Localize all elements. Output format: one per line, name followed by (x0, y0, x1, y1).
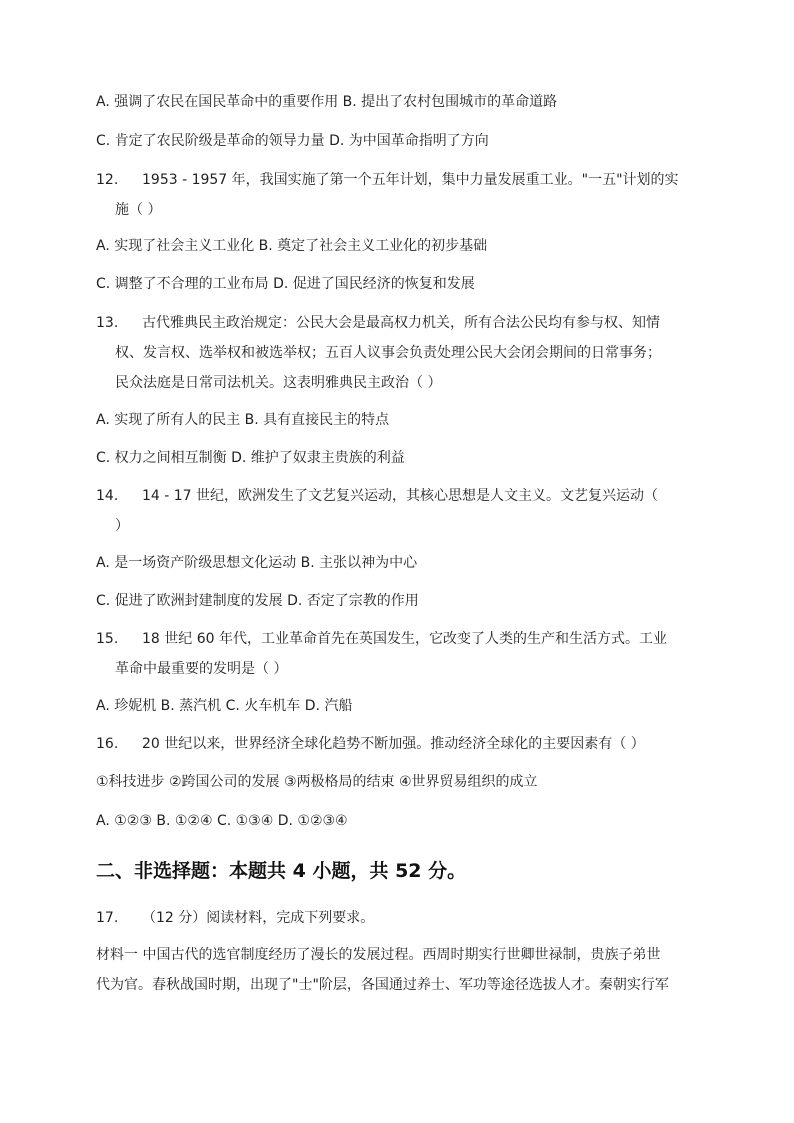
q16-stem-line1: 20 世纪以来，世界经济全球化趋势不断加强。推动经济全球化的主要因素有（ ） (142, 736, 645, 752)
q15-stem (96, 629, 667, 649)
section-heading: 二、非选择题：本题共 4 小题，共 52 分。 (96, 860, 467, 882)
q14-options-ab: A. 是一场资产阶级思想文化运动 B. 主张以神为中心 (96, 555, 418, 571)
q11-options-cd: C. 肯定了农民阶级是革命的领导力量 D. 为中国革命指明了方向 (96, 133, 489, 149)
q13-stem (96, 313, 660, 333)
q16-stem (96, 734, 645, 754)
q13-stem-line3: 民众法庭是日常司法机关。这表明雅典民主政治（ ） (115, 375, 442, 391)
q14-stem-line1: 14 - 17 世纪，欧洲发生了文艺复兴运动，其核心思想是人文主义。文艺复兴运动（ (142, 488, 659, 504)
q15-stem-line1: 18 世纪 60 年代，工业革命首先在英国发生，它改变了人类的生产和生活方式。工业 (142, 631, 667, 647)
q15-stem-line2: 革命中最重要的发明是（ ） (115, 661, 288, 677)
q14-stem (96, 486, 658, 506)
q16-options: A. ①②③ B. ①②④ C. ①③④ D. ①②③④ (96, 813, 348, 829)
q11-options-ab: A. 强调了农民在国民革命中的重要作用 B. 提出了农村包围城市的革命道路 (96, 94, 558, 110)
q14-stem-line2: ） (115, 518, 129, 534)
q13-options-cd: C. 权力之间相互制衡 D. 维护了奴隶主贵族的利益 (96, 450, 405, 466)
q12-options-ab: A. 实现了社会主义工业化 B. 奠定了社会主义工业化的初步基础 (96, 238, 488, 254)
q12-stem-line1: 1953 - 1957 年，我国实施了第一个五年计划，集中力量发展重工业。"一五"计划的实 (142, 172, 679, 188)
q17-material-line2: 代为官。春秋战国时期，出现了"士"阶层，各国通过养士、军功等途径选拔人才。秦朝实行军 (96, 977, 669, 993)
q15-options: A. 珍妮机 B. 蒸汽机 C. 火车机车 D. 汽船 (96, 698, 353, 714)
q17-stem (96, 908, 374, 928)
q13-stem-line2: 权、发言权、选举权和被选举权；五百人议事会负责处理公民大会闭会期间的日常事务； (115, 345, 661, 361)
q17-number: 17. (96, 910, 119, 926)
q16-number: 16. (96, 736, 119, 752)
q13-number: 13. (96, 315, 119, 331)
q17-material-line1: 材料一 中国古代的选官制度经历了漫长的发展过程。西周时期实行世卿世禄制，贵族子弟世 (96, 947, 661, 963)
q14-number: 14. (96, 488, 119, 504)
q17-stem-line1: （12 分）阅读材料，完成下列要求。 (142, 910, 375, 926)
q16-items: ①科技进步 ②跨国公司的发展 ③两极格局的结束 ④世界贸易组织的成立 (96, 774, 538, 790)
q12-number: 12. (96, 172, 119, 188)
q14-options-cd: C. 促进了欧洲封建制度的发展 D. 否定了宗教的作用 (96, 593, 419, 609)
q12-options-cd: C. 调整了不合理的工业布局 D. 促进了国民经济的恢复和发展 (96, 276, 475, 292)
q12-stem (96, 170, 679, 190)
q13-stem-line1: 古代雅典民主政治规定：公民大会是最高权力机关，所有合法公民均有参与权、知情 (142, 315, 660, 331)
q12-stem-line2: 施（ ） (115, 202, 162, 218)
q13-options-ab: A. 实现了所有人的民主 B. 具有直接民主的特点 (96, 412, 390, 428)
q15-number: 15. (96, 631, 119, 647)
